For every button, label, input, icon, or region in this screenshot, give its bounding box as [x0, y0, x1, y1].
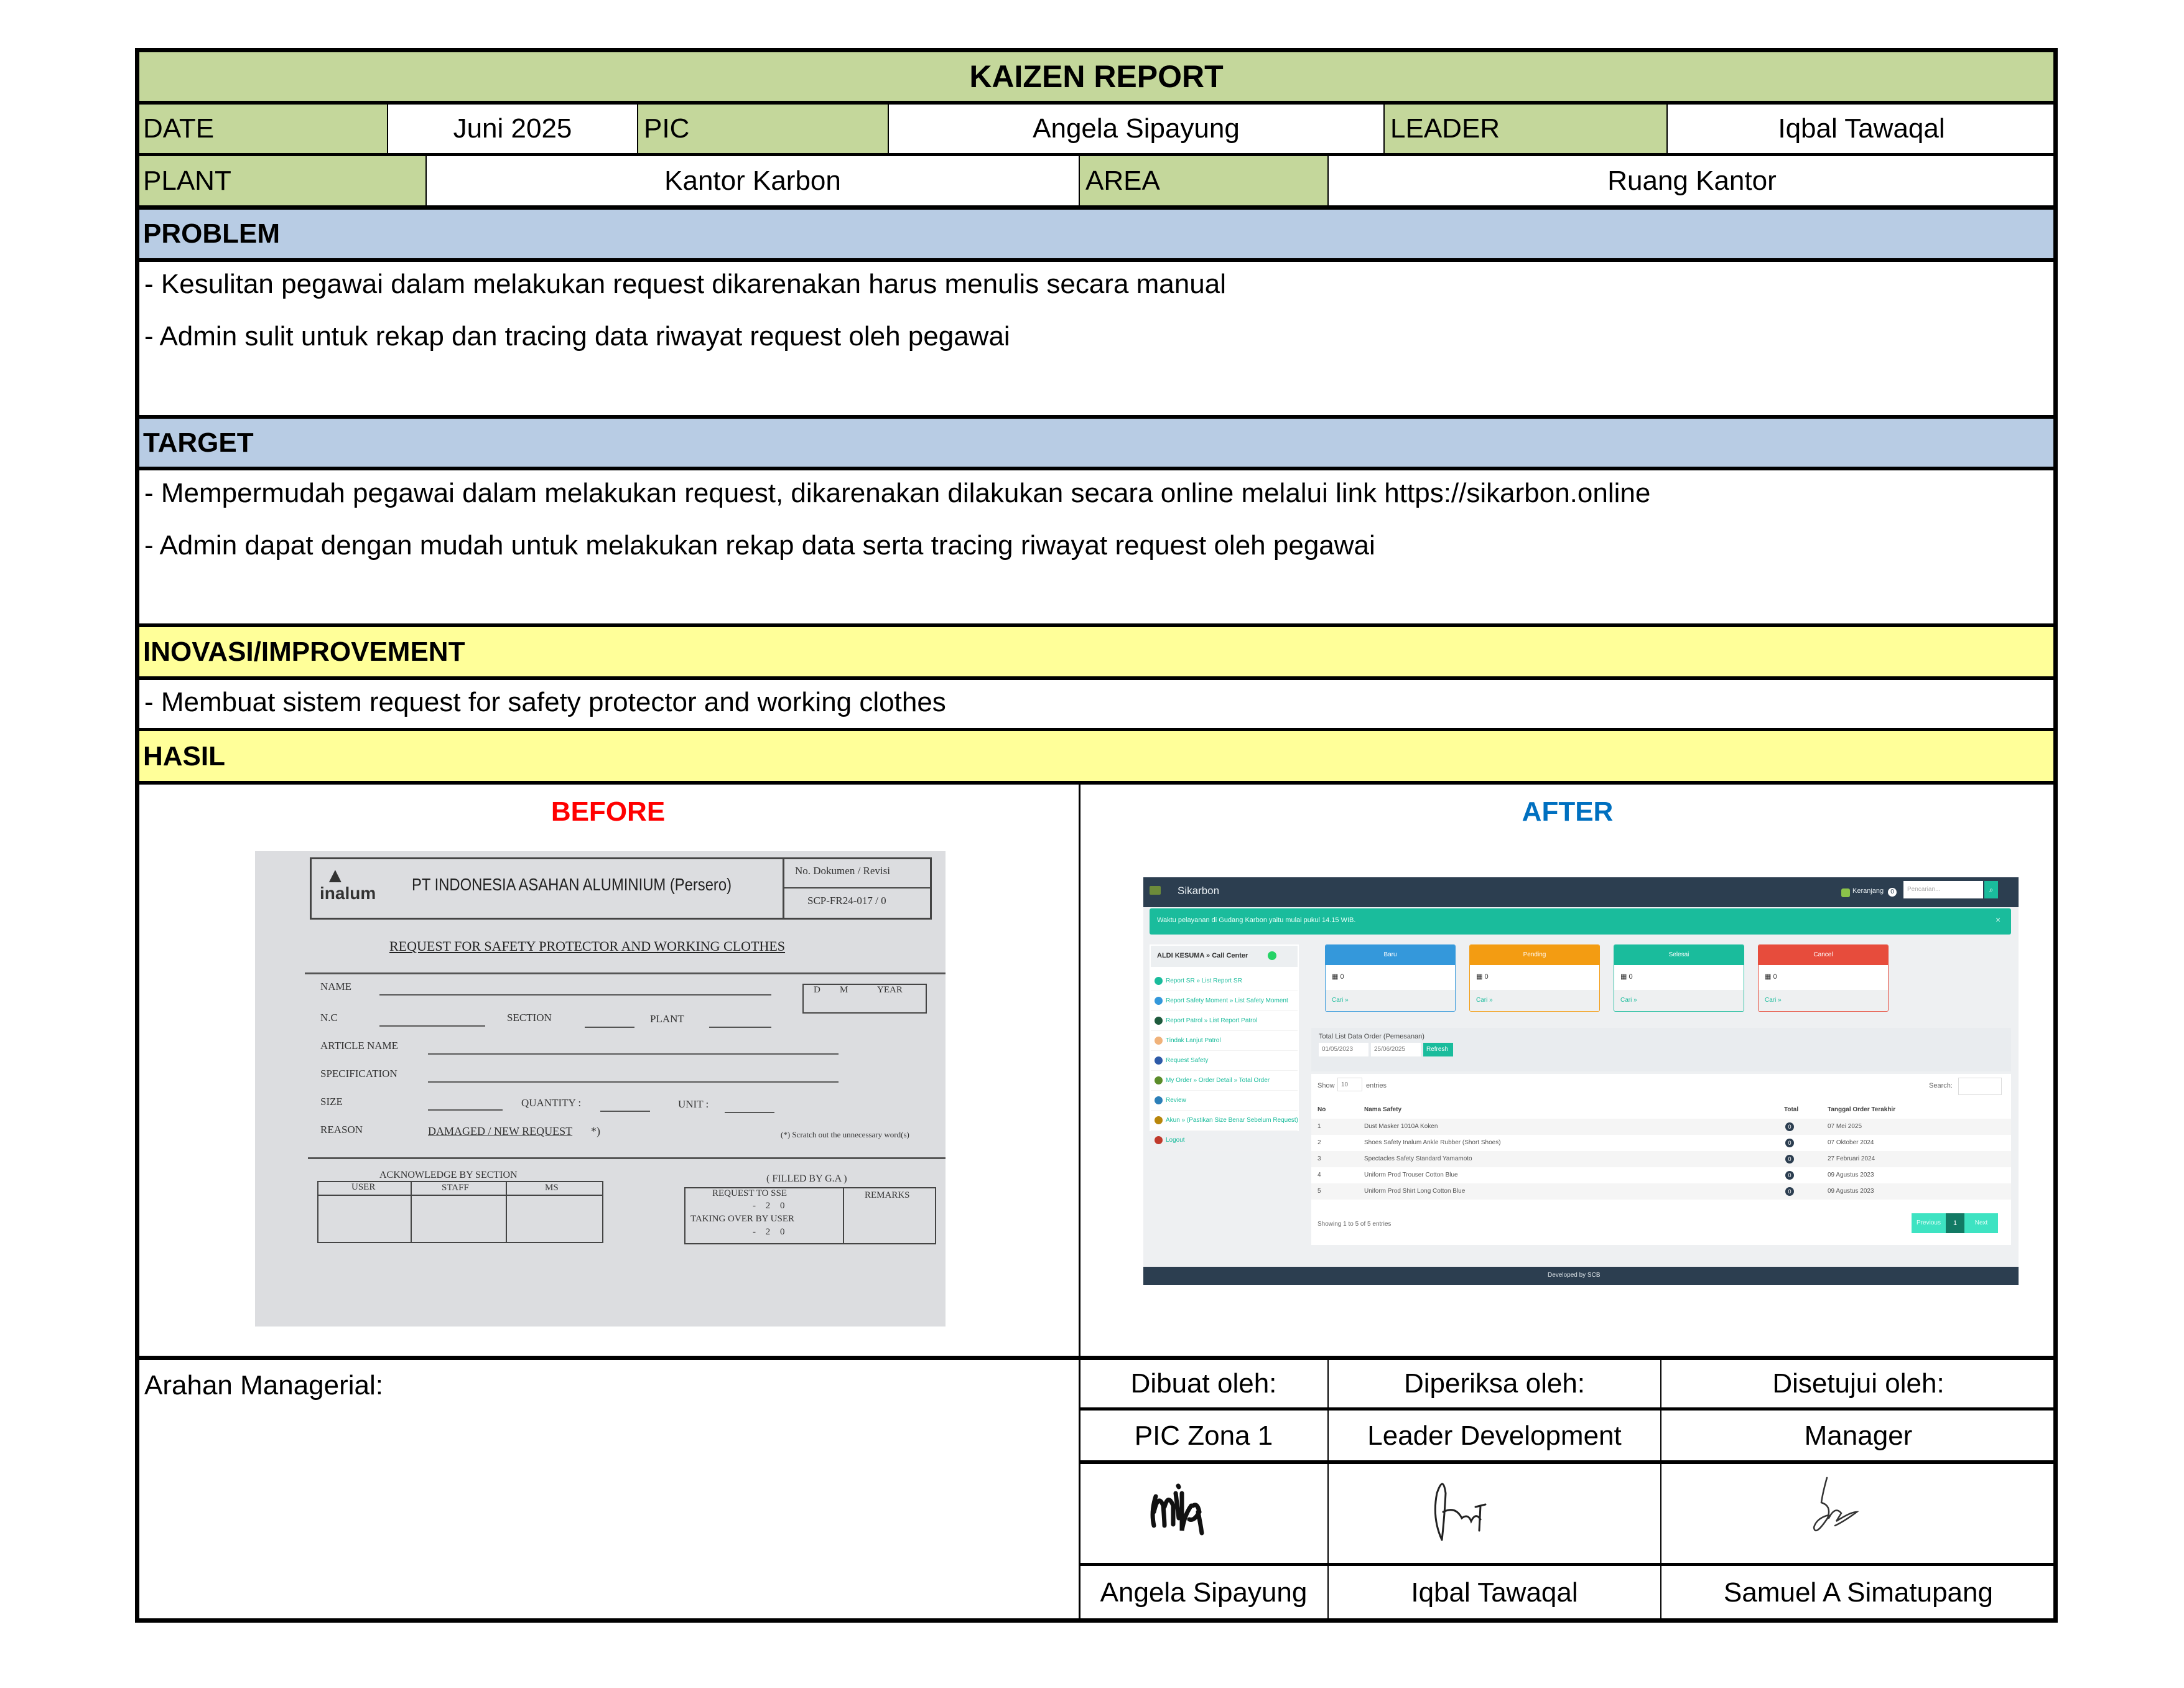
service-alert-text: Waktu pelayanan di Gudang Karbon yaitu mulai pukul 14.15 WIB. — [1157, 916, 1356, 924]
made-by-name: Angela Sipayung — [1100, 1577, 1308, 1608]
improvement-heading: INOVASI/IMPROVEMENT — [137, 625, 2056, 678]
form-company: PT INDONESIA ASAHAN ALUMINIUM (Persero) — [412, 875, 732, 894]
form-title: REQUEST FOR SAFETY PROTECTOR AND WORKING CLOTHES — [389, 938, 786, 954]
form-size-label: SIZE — [320, 1096, 343, 1107]
sidebar-item-label: Report SR » List Report SR — [1166, 977, 1242, 984]
alert-close-icon[interactable]: × — [1996, 915, 2001, 925]
status-card-link[interactable]: Cari » — [1470, 990, 1599, 1011]
report-title: KAIZEN REPORT — [137, 50, 2056, 103]
form-name-label: NAME — [320, 981, 352, 992]
form-spec-label: SPECIFICATION — [320, 1068, 397, 1079]
table-cell-name: Dust Masker 1010A Koken — [1364, 1123, 1438, 1130]
table-cell-total: 0 — [1785, 1155, 1794, 1163]
grid-line — [137, 415, 2056, 419]
problem-item: - Admin sulit untuk rekap dan tracing data riwayat request oleh pegawai — [144, 321, 1010, 352]
date-to-input[interactable]: 25/06/2025 — [1371, 1043, 1421, 1056]
status-card-count: ▦ 0 — [1332, 973, 1344, 981]
table-cell-name: Spectacles Safety Standard Yamamoto — [1364, 1155, 1472, 1162]
table-cell-total: 0 — [1785, 1187, 1794, 1196]
nav-search-input[interactable]: Pencarian... — [1903, 881, 1983, 898]
table-cell-name: Uniform Prod Shirt Long Cotton Blue — [1364, 1188, 1466, 1195]
table-cell-date: 09 Agustus 2023 — [1828, 1172, 1874, 1178]
sidebar-item-label: Report Safety Moment » List Safety Moment — [1166, 997, 1288, 1004]
made-by-role: PIC Zona 1 — [1134, 1420, 1273, 1451]
sidebar-item-label: Review — [1166, 1097, 1186, 1104]
grid-line — [1079, 154, 1080, 207]
grid-line — [1666, 103, 1668, 154]
grid-line — [1383, 103, 1385, 154]
grid-line — [1327, 1358, 1329, 1621]
grid-line — [1327, 154, 1329, 207]
problem-heading: PROBLEM — [137, 207, 2056, 260]
form-date-d: D — [814, 985, 820, 995]
status-card-link[interactable]: Cari » — [1326, 990, 1455, 1011]
grid-line — [1079, 783, 1080, 1621]
table-cell-no: 3 — [1317, 1155, 1321, 1162]
form-ga-request: REQUEST TO SSE — [712, 1188, 788, 1198]
improvement-item: - Membuat sistem request for safety protector and working clothes — [144, 687, 946, 717]
pic-label: PIC — [638, 103, 888, 154]
entries-label: entries — [1366, 1082, 1387, 1089]
grid-line — [137, 101, 2056, 105]
status-card-count: ▦ 0 — [1476, 973, 1489, 981]
checked-by-role: Leader Development — [1367, 1420, 1622, 1451]
sidebar-header: ALDI KESUMA » Call Center — [1157, 952, 1248, 959]
plant-label: PLANT — [137, 154, 426, 207]
date-from-input[interactable]: 01/05/2023 — [1319, 1043, 1368, 1056]
form-ack-ms: MS — [545, 1183, 559, 1193]
sidebar-item-label: Logout — [1166, 1137, 1185, 1144]
approved-by-role: Manager — [1804, 1420, 1913, 1451]
sidebar-item-label: Report Patrol » List Report Patrol — [1166, 1017, 1258, 1024]
status-card-title: Pending — [1470, 945, 1599, 965]
grid-line — [1079, 1460, 2056, 1464]
table-header[interactable]: No — [1317, 1106, 1326, 1113]
date-value: Juni 2025 — [453, 113, 572, 144]
table-header[interactable]: Tanggal Order Terakhir — [1828, 1106, 1896, 1113]
inalum-logo-icon: ▲ — [325, 864, 346, 887]
status-card-link[interactable]: Cari » — [1759, 990, 1888, 1011]
search-icon[interactable]: ⌕ — [1984, 881, 1998, 898]
form-nc-label: N.C — [320, 1012, 338, 1024]
refresh-button[interactable]: Refresh — [1423, 1043, 1453, 1056]
next-button[interactable]: Next — [1964, 1213, 1998, 1233]
table-cell-total: 0 — [1785, 1122, 1794, 1131]
form-ga-taking-date: - 2 0 — [753, 1227, 789, 1237]
grid-line — [425, 154, 427, 207]
app-footer-text: Developed by SCB — [1548, 1272, 1601, 1279]
grid-line — [137, 1356, 2056, 1360]
table-cell-date: 27 Februari 2024 — [1828, 1155, 1875, 1162]
table-cell-no: 5 — [1317, 1188, 1321, 1195]
table-cell-name: Uniform Prod Trouser Cotton Blue — [1364, 1172, 1458, 1178]
approved-by-name: Samuel A Simatupang — [1724, 1577, 1993, 1608]
app-brand[interactable]: Sikarbon — [1178, 885, 1220, 897]
sidebar-item-label: Tindak Lanjut Patrol — [1166, 1037, 1221, 1044]
hasil-heading: HASIL — [137, 730, 2056, 783]
after-label: AFTER — [1522, 796, 1614, 827]
table-cell-date: 07 Oktober 2024 — [1828, 1139, 1874, 1146]
cart-count: 0 — [1888, 888, 1897, 897]
leader-label: LEADER — [1384, 103, 1667, 154]
table-cell-date: 07 Mei 2025 — [1828, 1123, 1862, 1130]
form-note: (*) Scratch out the unnecessary word(s) — [781, 1130, 909, 1139]
table-cell-total: 0 — [1785, 1139, 1794, 1147]
table-info: Showing 1 to 5 of 5 entries — [1317, 1221, 1392, 1228]
form-quantity-label: QUANTITY : — [521, 1097, 582, 1109]
plant-value: Kantor Karbon — [664, 165, 841, 196]
table-cell-total: 0 — [1785, 1171, 1794, 1180]
table-cell-date: 09 Agustus 2023 — [1828, 1188, 1874, 1195]
table-cell-name: Shoes Safety Inalum Ankle Rubber (Short Shoes) — [1364, 1139, 1501, 1146]
grid-line — [1660, 1358, 1661, 1621]
target-item: - Mempermudah pegawai dalam melakukan request, dikarenakan dilakukan secara online melalui link https://sikarbon.online — [144, 478, 1651, 508]
grid-line — [137, 467, 2056, 470]
form-reason-mark: *) — [591, 1125, 600, 1137]
grid-line — [137, 623, 2056, 627]
leader-value: Iqbal Tawaqal — [1778, 113, 1945, 144]
managerial-label: Arahan Managerial: — [144, 1370, 384, 1401]
status-card-count: ▦ 0 — [1620, 973, 1633, 981]
form-plant-label: PLANT — [650, 1013, 684, 1025]
sidebar-item-label: Request Safety — [1166, 1057, 1209, 1064]
form-date-year: YEAR — [877, 985, 903, 995]
table-header[interactable]: Total — [1784, 1106, 1799, 1113]
form-ack-user: USER — [351, 1182, 376, 1192]
cart-label[interactable]: Keranjang — [1852, 887, 1884, 895]
form-section-label: SECTION — [507, 1012, 552, 1024]
checked-by-name: Iqbal Tawaqal — [1411, 1577, 1578, 1608]
form-date-m: M — [840, 985, 848, 995]
date-label: DATE — [137, 103, 388, 154]
grid-line — [137, 258, 2056, 262]
inalum-logo: inalum — [320, 884, 376, 903]
grid-line — [137, 676, 2056, 680]
form-reason-value: DAMAGED / NEW REQUEST — [428, 1125, 573, 1137]
show-label: Show — [1317, 1082, 1335, 1089]
filter-title: Total List Data Order (Pemesanan) — [1319, 1033, 1424, 1040]
form-ack-staff: STAFF — [442, 1183, 469, 1193]
form-ga-request-date: - 2 0 — [753, 1201, 789, 1211]
table-cell-no: 1 — [1317, 1123, 1321, 1130]
approved-by-header: Disetujui oleh: — [1772, 1368, 1945, 1399]
table-header[interactable]: Nama Safety — [1364, 1106, 1402, 1113]
grid-line — [137, 781, 2056, 785]
checked-by-header: Diperiksa oleh: — [1403, 1368, 1586, 1399]
entries-select[interactable]: 10 — [1337, 1078, 1362, 1091]
grid-line — [1079, 1407, 2056, 1411]
problem-item: - Kesulitan pegawai dalam melakukan request dikarenakan harus menulis secara manual — [144, 269, 1226, 299]
grid-line — [137, 153, 2056, 156]
form-doc-label: No. Dokumen / Revisi — [795, 865, 890, 877]
form-article-label: ARTICLE NAME — [320, 1040, 399, 1052]
form-ga-title: ( FILLED BY G.A ) — [766, 1173, 847, 1184]
table-cell-no: 4 — [1317, 1172, 1321, 1178]
form-reason-label: REASON — [320, 1124, 363, 1135]
status-card-title: Cancel — [1759, 945, 1888, 965]
area-value: Ruang Kantor — [1607, 165, 1777, 196]
status-card-title: Selesai — [1614, 945, 1744, 965]
grid-line — [387, 103, 388, 154]
form-ga-taking: TAKING OVER BY USER — [690, 1214, 794, 1224]
page-1-button[interactable]: 1 — [1946, 1213, 1964, 1233]
grid-line — [637, 103, 638, 154]
made-by-header: Dibuat oleh: — [1130, 1368, 1277, 1399]
table-cell-no: 2 — [1317, 1139, 1321, 1146]
prev-button[interactable]: Previous — [1912, 1213, 1946, 1233]
grid-line — [888, 103, 889, 154]
grid-line — [137, 205, 2056, 210]
status-card-title: Baru — [1326, 945, 1455, 965]
target-heading: TARGET — [137, 417, 2056, 469]
status-card-link[interactable]: Cari » — [1614, 990, 1744, 1011]
form-ga-remarks: REMARKS — [865, 1190, 910, 1200]
form-doc-number: SCP-FR24-017 / 0 — [807, 895, 886, 907]
report-frame — [135, 48, 2058, 1623]
target-item: - Admin dapat dengan mudah untuk melakukan rekap data serta tracing riwayat request oleh pegawai — [144, 530, 1375, 561]
sidebar-item-label: Akun » (Pastikan Size Benar Sebelum Request) — [1166, 1117, 1298, 1124]
pic-value: Angela Sipayung — [1033, 113, 1240, 144]
grid-line — [1079, 1563, 2056, 1566]
grid-line — [137, 728, 2056, 731]
area-label: AREA — [1079, 154, 1328, 207]
table-search-label: Search: — [1929, 1082, 1953, 1089]
sidebar-item-label: My Order » Order Detail » Total Order — [1166, 1077, 1270, 1084]
status-card-count: ▦ 0 — [1765, 973, 1777, 981]
before-label: BEFORE — [551, 796, 666, 827]
form-ack-title: ACKNOWLEDGE BY SECTION — [379, 1170, 518, 1180]
form-unit-label: UNIT : — [678, 1098, 709, 1110]
